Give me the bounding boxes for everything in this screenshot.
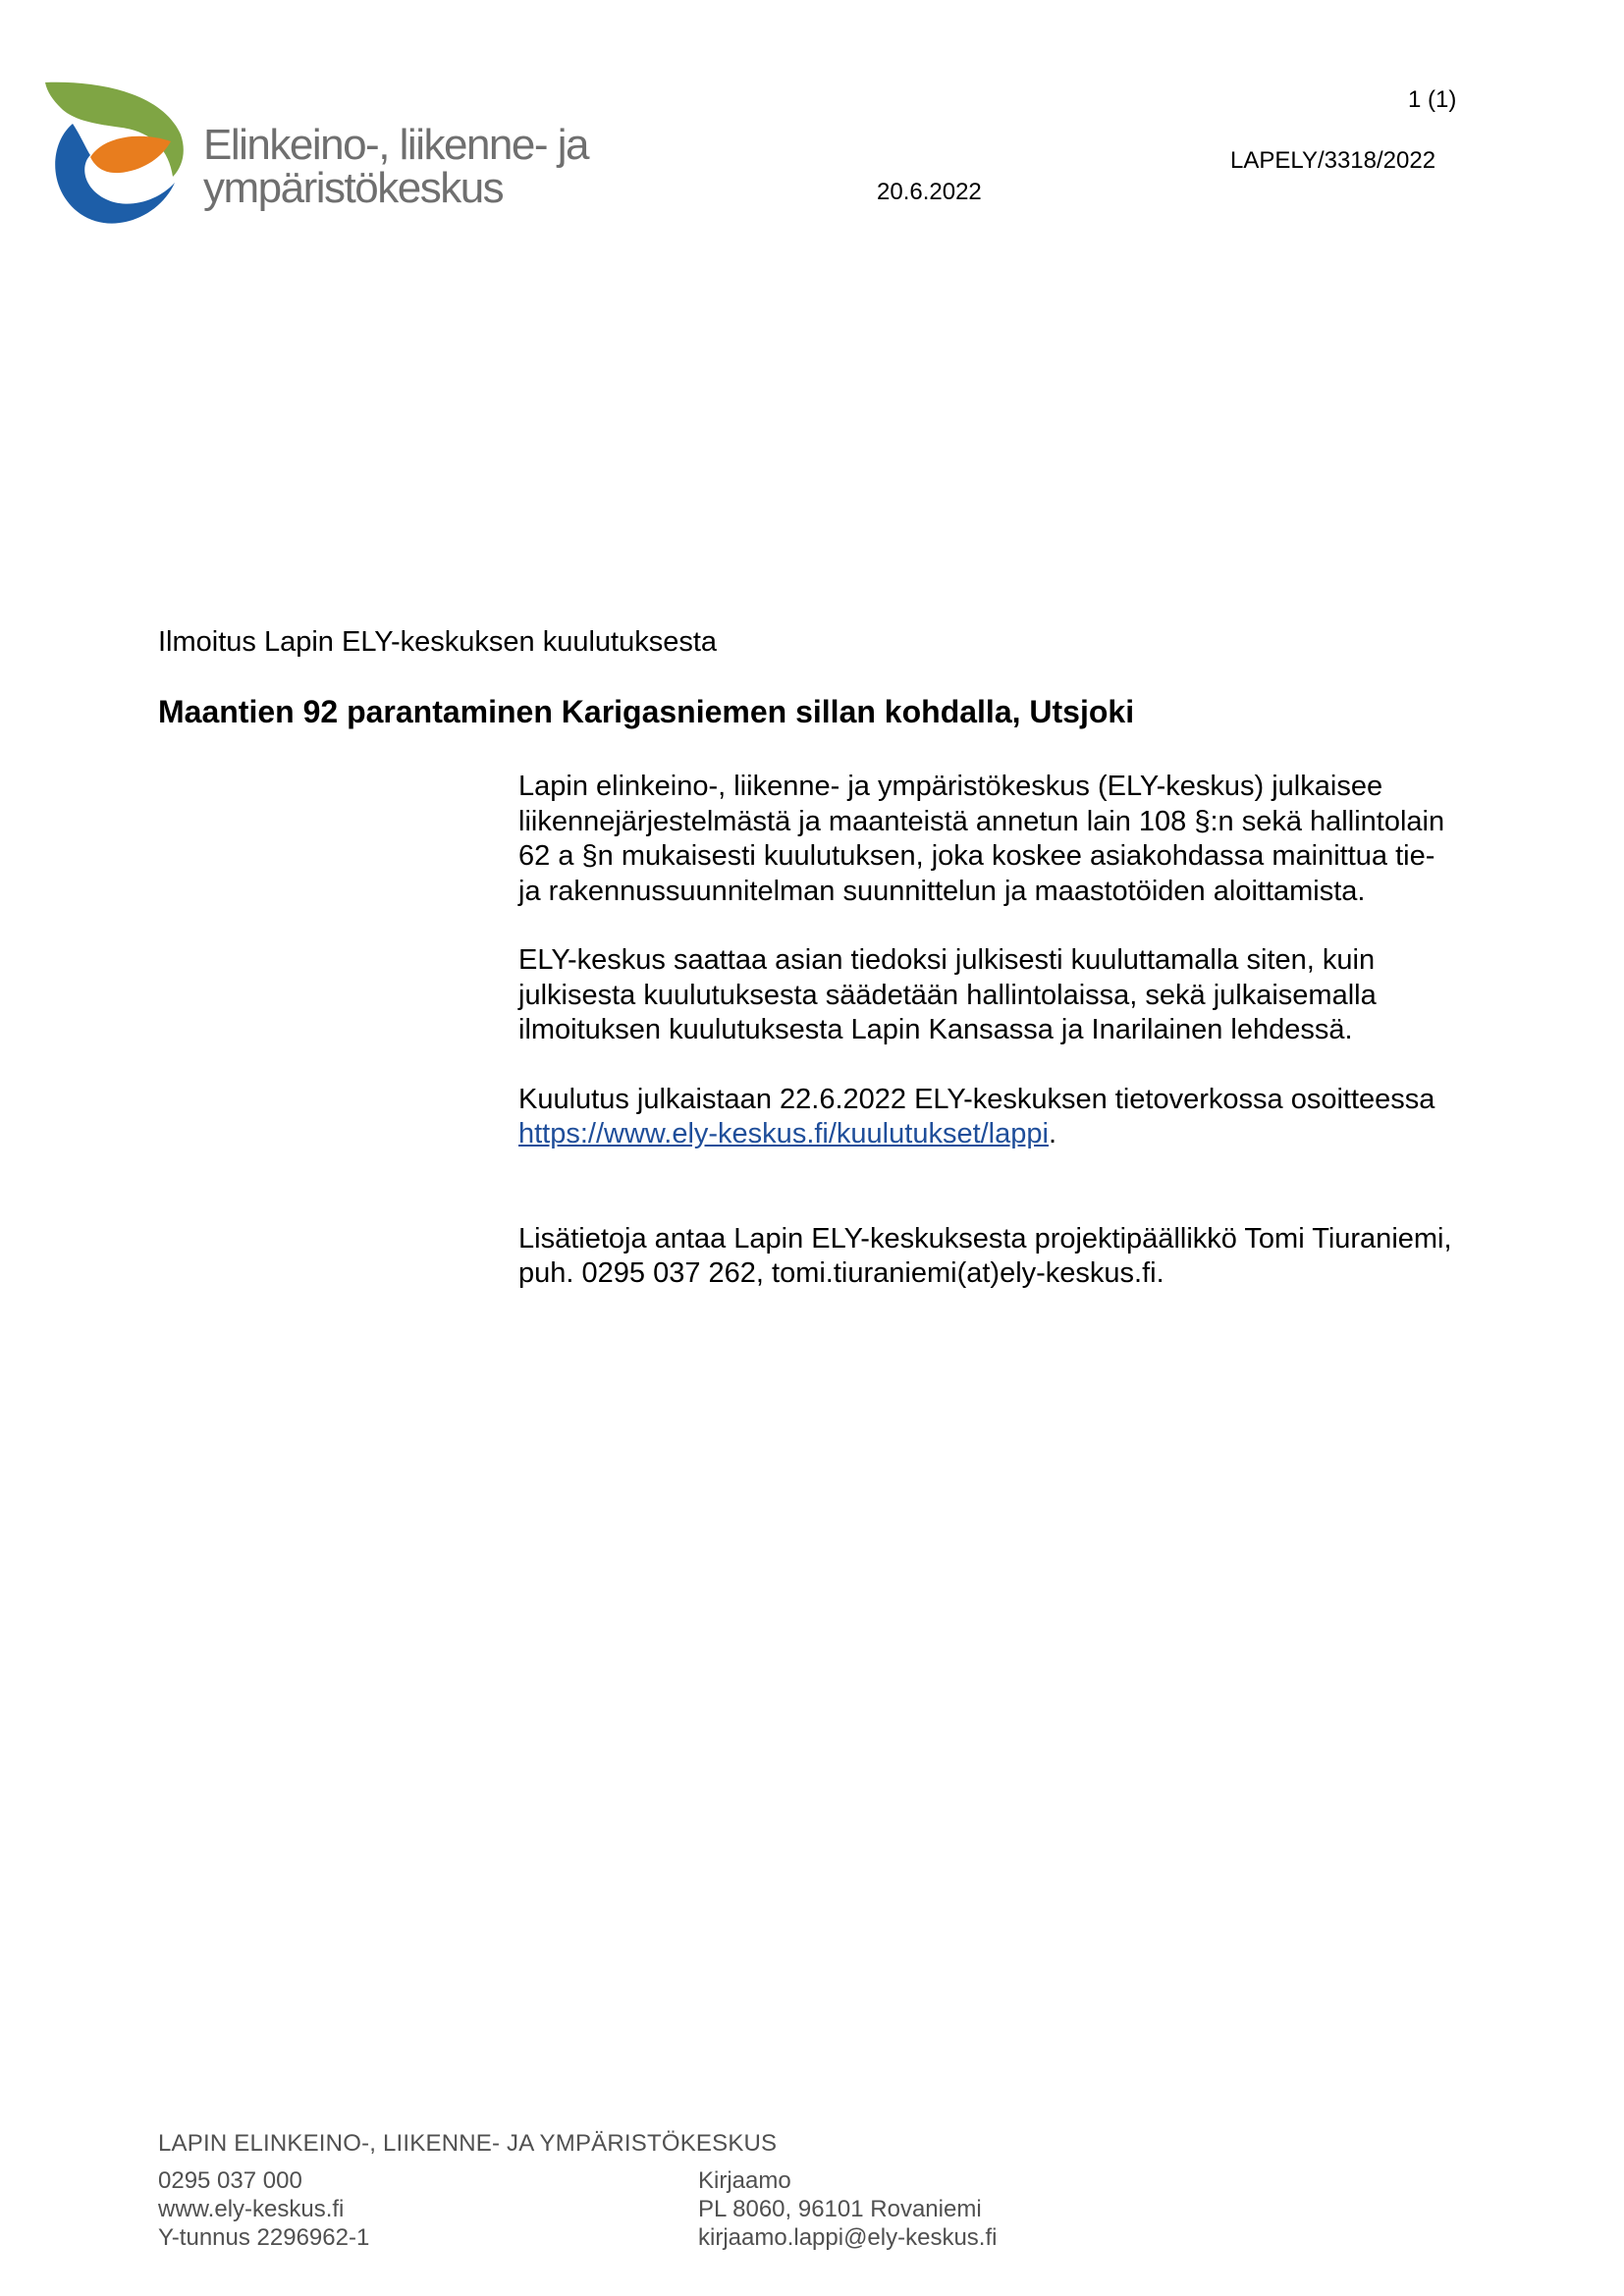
text-line: liikennejärjestelmästä ja maanteistä annetun lain 108 §:n sekä hallintolain (518, 805, 1445, 837)
text-line: puh. 0295 037 262, tomi.tiuraniemi(at)ely-keskus.fi. (518, 1257, 1164, 1289)
footer-business-id: Y-tunnus 2296962-1 (158, 2224, 370, 2251)
logo-line-1: Elinkeino-, liikenne- ja (203, 121, 588, 169)
footer-registry-column (698, 2166, 997, 2252)
footer-registry-label: Kirjaamo (698, 2167, 791, 2194)
footer-email: kirjaamo.lappi@ely-keskus.fi (698, 2224, 998, 2251)
subject-title: Maantien 92 parantaminen Karigasniemen sillan kohdalla, Utsjoki (158, 694, 1135, 729)
document-date: 20.6.2022 (877, 179, 982, 205)
footer-website: www.ely-keskus.fi (158, 2196, 345, 2222)
text-line: julkisesta kuulutuksesta säädetään hallintolaissa, sekä julkaisemalla (518, 979, 1377, 1011)
text-line: ELY-keskus saattaa asian tiedoksi julkisesti kuuluttamalla siten, kuin (518, 944, 1376, 976)
link-suffix: . (1048, 1118, 1057, 1149)
document-reference: LAPELY/3318/2022 (1230, 147, 1436, 174)
paragraph-publication (518, 943, 1520, 1048)
text-line (518, 1117, 1520, 1152)
paragraph-announcement (518, 770, 1520, 909)
footer-contact-column (158, 2166, 369, 2252)
text-line: ja rakennussuunnitelman suunnittelun ja maastotöiden aloittamista. (518, 875, 1366, 907)
text-line: Lisätietoja antaa Lapin ELY-keskuksesta projektipäällikkö Tomi Tiuraniemi, (518, 1222, 1452, 1255)
footer-organization: LAPIN ELINKEINO-, LIIKENNE- JA YMPÄRISTÖKESKUS (158, 2130, 778, 2157)
text-line: 62 a §n mukaisesti kuulutuksen, joka koskee asiakohdassa mainittua tie- (518, 840, 1435, 872)
kuulutukset-link[interactable]: https://www.ely-keskus.fi/kuulutukset/lappi (518, 1118, 1049, 1149)
text-line: Lapin elinkeino-, liikenne- ja ympäristökeskus (ELY-keskus) julkaisee (518, 771, 1383, 802)
logo-line-2: ympäristökeskus (203, 164, 504, 212)
text-line: Kuulutus julkaistaan 22.6.2022 ELY-keskuksen tietoverkossa osoitteessa (518, 1083, 1435, 1115)
paragraph-publish-date (518, 1083, 1520, 1152)
footer-phone: 0295 037 000 (158, 2167, 302, 2194)
notice-title: Ilmoitus Lapin ELY-keskuksen kuulutuksesta (158, 626, 718, 658)
paragraph-contact (518, 1222, 1520, 1292)
footer-address: PL 8060, 96101 Rovaniemi (698, 2196, 982, 2222)
body-text (518, 770, 1520, 1326)
page-number: 1 (1) (1408, 86, 1457, 113)
text-line: ilmoituksen kuulutuksesta Lapin Kansassa ja Inarilainen lehdessä. (518, 1014, 1353, 1045)
ely-leaf-logo-icon (43, 80, 190, 226)
logo-wordmark (203, 121, 588, 212)
